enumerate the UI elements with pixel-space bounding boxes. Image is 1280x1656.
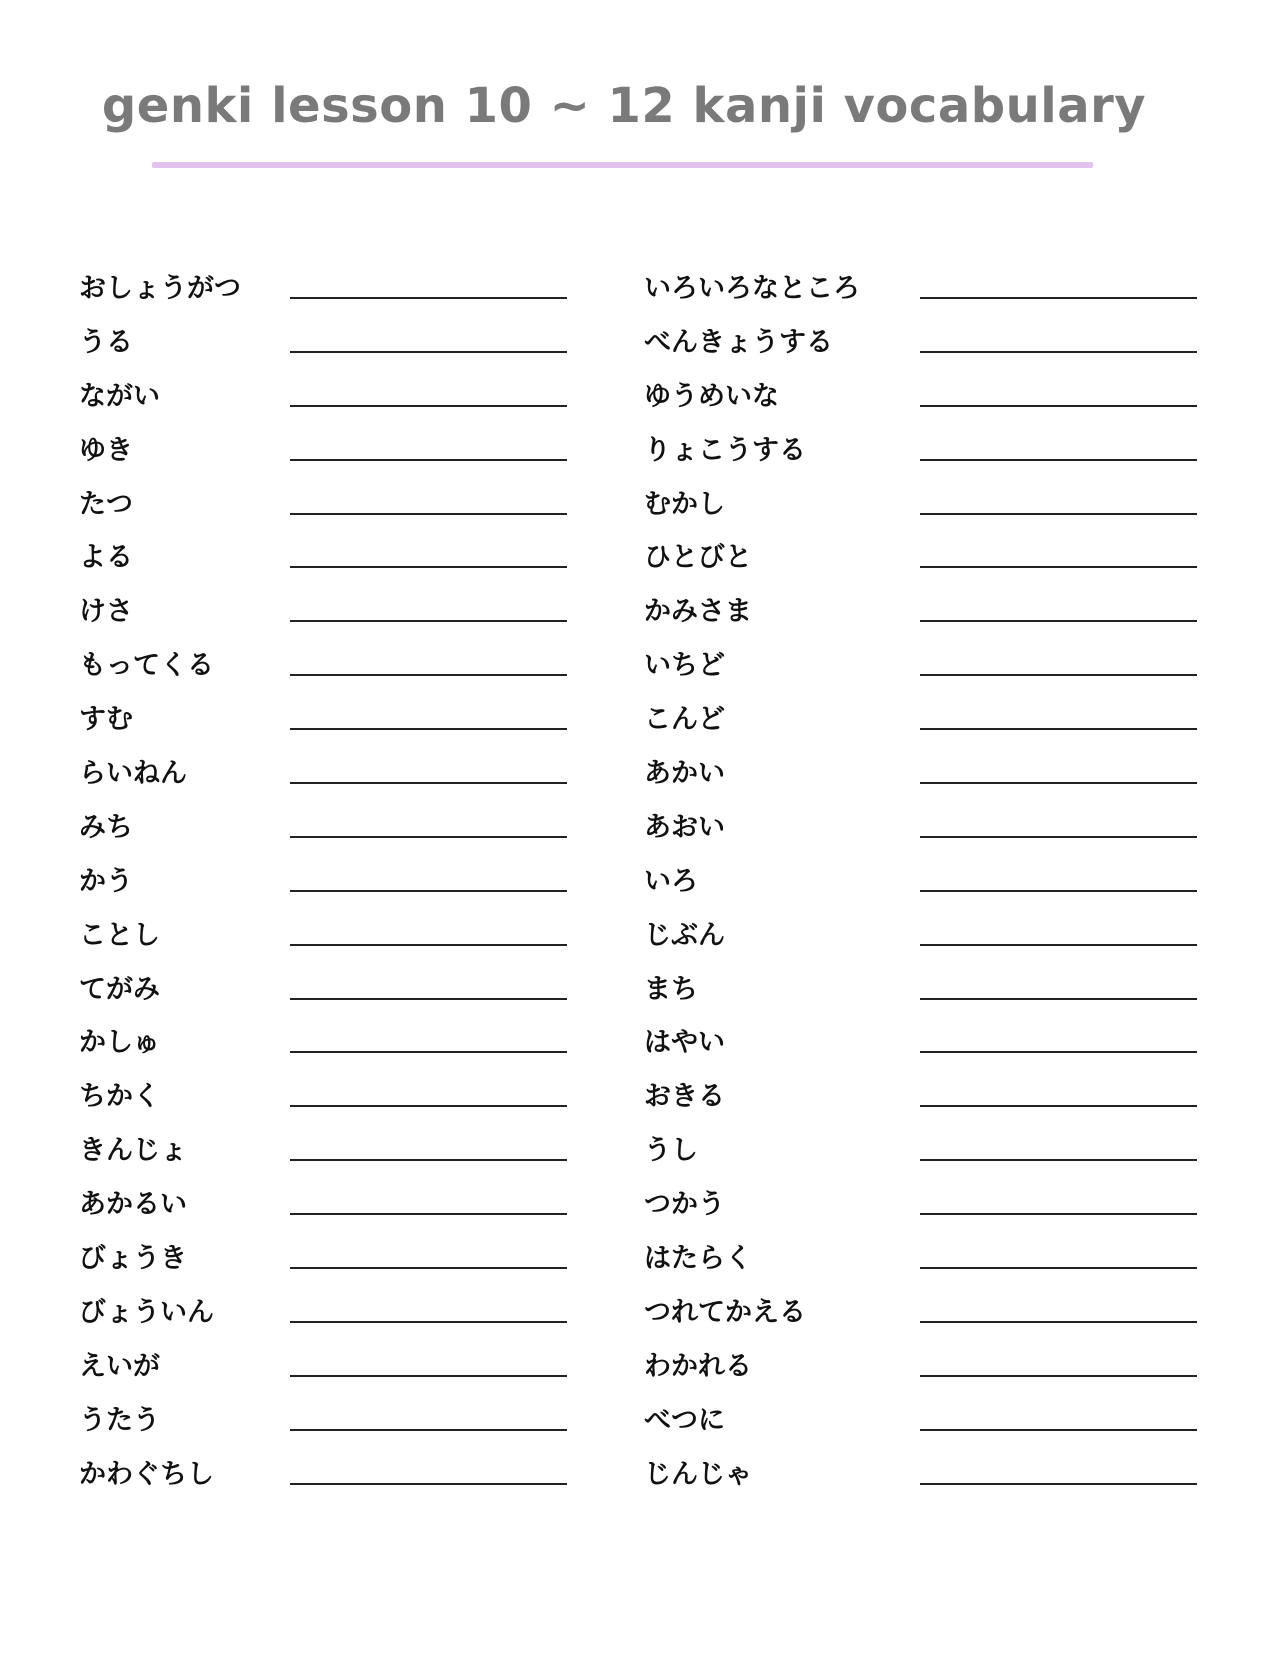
vocab-word: かう [79, 865, 133, 897]
answer-blank-line[interactable] [290, 1267, 567, 1269]
vocab-word: うし [644, 1135, 698, 1167]
vocab-word: いろ [644, 865, 698, 897]
vocab-word: はたらく [644, 1243, 752, 1275]
answer-blank-line[interactable] [920, 620, 1197, 622]
answer-blank-line[interactable] [290, 620, 567, 622]
vocab-word: ひとびと [644, 542, 752, 574]
vocab-word: あかい [644, 758, 725, 790]
answer-blank-line[interactable] [290, 351, 567, 353]
vocab-word: ことし [79, 919, 160, 951]
vocab-word: うる [79, 326, 133, 358]
vocab-word: えいが [79, 1350, 160, 1382]
vocab-word: りょこうする [644, 434, 806, 466]
answer-blank-line[interactable] [290, 1321, 567, 1323]
vocab-word: いちど [644, 650, 725, 682]
vocab-word: ながい [79, 380, 160, 412]
answer-blank-line[interactable] [290, 1375, 567, 1377]
vocab-word: かわぐちし [79, 1458, 214, 1490]
answer-blank-line[interactable] [290, 566, 567, 568]
answer-blank-line[interactable] [920, 1105, 1197, 1107]
title-underline [152, 162, 1093, 168]
answer-blank-line[interactable] [920, 728, 1197, 730]
answer-blank-line[interactable] [290, 998, 567, 1000]
vocab-word: あおい [644, 811, 725, 843]
answer-blank-line[interactable] [920, 351, 1197, 353]
answer-blank-line[interactable] [920, 459, 1197, 461]
answer-blank-line[interactable] [920, 1159, 1197, 1161]
vocab-word: あかるい [79, 1189, 187, 1221]
answer-blank-line[interactable] [920, 782, 1197, 784]
answer-blank-line[interactable] [920, 1213, 1197, 1215]
vocab-word: つれてかえる [644, 1296, 806, 1328]
vocab-word: おきる [644, 1081, 725, 1113]
answer-blank-line[interactable] [290, 728, 567, 730]
answer-blank-line[interactable] [290, 674, 567, 676]
vocab-word: べんきょうする [644, 326, 833, 358]
vocab-word: けさ [79, 596, 133, 628]
vocab-word: すむ [79, 704, 133, 736]
answer-blank-line[interactable] [920, 1321, 1197, 1323]
answer-blank-line[interactable] [290, 1159, 567, 1161]
vocab-word: かみさま [644, 596, 752, 628]
answer-blank-line[interactable] [920, 998, 1197, 1000]
vocab-word: たつ [79, 488, 133, 520]
answer-blank-line[interactable] [920, 674, 1197, 676]
answer-blank-line[interactable] [920, 1429, 1197, 1431]
vocab-word: ゆき [79, 434, 133, 466]
vocab-word: きんじょ [79, 1135, 187, 1167]
answer-blank-line[interactable] [920, 1483, 1197, 1485]
answer-blank-line[interactable] [290, 405, 567, 407]
answer-blank-line[interactable] [920, 297, 1197, 299]
vocab-word: まち [644, 973, 698, 1005]
vocab-word: はやい [644, 1027, 725, 1059]
vocab-word: よる [79, 542, 133, 574]
answer-blank-line[interactable] [920, 890, 1197, 892]
answer-blank-line[interactable] [920, 836, 1197, 838]
answer-blank-line[interactable] [290, 1105, 567, 1107]
answer-blank-line[interactable] [290, 1483, 567, 1485]
answer-blank-line[interactable] [290, 513, 567, 515]
vocab-word: らいねん [79, 758, 187, 790]
answer-blank-line[interactable] [920, 1375, 1197, 1377]
vocab-word: みち [79, 811, 133, 843]
answer-blank-line[interactable] [290, 459, 567, 461]
vocab-word: びょうき [79, 1243, 187, 1275]
answer-blank-line[interactable] [290, 1213, 567, 1215]
vocab-word: ちかく [79, 1081, 160, 1113]
vocab-word: わかれる [644, 1350, 752, 1382]
answer-blank-line[interactable] [920, 513, 1197, 515]
vocab-word: こんど [644, 704, 725, 736]
answer-blank-line[interactable] [290, 1051, 567, 1053]
worksheet-title: genki lesson 10 ~ 12 kanji vocabulary [101, 78, 1147, 134]
answer-blank-line[interactable] [920, 566, 1197, 568]
answer-blank-line[interactable] [290, 836, 567, 838]
vocab-word: びょういん [79, 1296, 214, 1328]
vocab-word: じぶん [644, 919, 725, 951]
answer-blank-line[interactable] [290, 944, 567, 946]
answer-blank-line[interactable] [290, 782, 567, 784]
answer-blank-line[interactable] [920, 944, 1197, 946]
answer-blank-line[interactable] [290, 890, 567, 892]
vocab-word: べつに [644, 1404, 725, 1436]
vocab-word: うたう [79, 1404, 160, 1436]
vocab-word: じんじゃ [644, 1458, 752, 1490]
vocab-word: もってくる [79, 650, 214, 682]
answer-blank-line[interactable] [290, 1429, 567, 1431]
answer-blank-line[interactable] [920, 1267, 1197, 1269]
vocab-word: おしょうがつ [79, 273, 241, 304]
answer-blank-line[interactable] [920, 405, 1197, 407]
vocab-word: いろいろなところ [644, 273, 860, 304]
answer-blank-line[interactable] [920, 1051, 1197, 1053]
vocab-word: かしゅ [79, 1027, 160, 1059]
answer-blank-line[interactable] [290, 297, 567, 299]
vocab-word: つかう [644, 1189, 725, 1221]
vocab-word: ゆうめいな [644, 380, 779, 412]
vocab-word: てがみ [79, 973, 160, 1005]
vocab-word: むかし [644, 488, 725, 520]
